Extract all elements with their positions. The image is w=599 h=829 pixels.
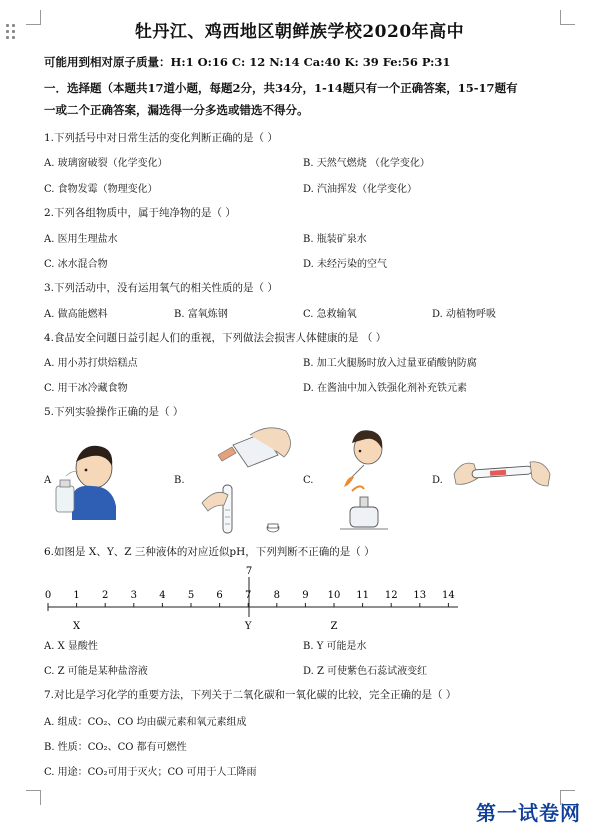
ph-tick-label: 7 — [245, 590, 252, 601]
ph-tick-label: 3 — [130, 590, 137, 601]
ph-tick-label: 13 — [413, 590, 427, 601]
option-b[interactable]: B. 瓶装矿泉水 — [303, 234, 367, 245]
option-a[interactable]: A. 医用生理盐水 — [44, 234, 118, 245]
option-b[interactable]: B. 性质：CO₂、CO 都有可燃性 — [44, 742, 187, 753]
ph-tick-label: 4 — [159, 590, 166, 601]
atomic-masses: 可能用到相对原子质量：H:1 O:16 C: 12 N:14 Ca:40 K: 39 Fe:56 P:31 — [44, 55, 451, 69]
ph-tick-label: 8 — [273, 590, 280, 601]
question-stem: 2.下列各组物质中，属于纯净物的是（ ） — [44, 207, 236, 219]
option-a[interactable]: A. 做高能燃料 — [44, 309, 108, 320]
option-b[interactable]: B. Y 可能是水 — [303, 641, 367, 652]
ph-marker-x: X — [73, 621, 81, 632]
option-d[interactable]: D. 汽油挥发（化学变化） — [303, 184, 418, 195]
option-b[interactable]: B. — [174, 475, 185, 486]
section-heading: 一．选择题（本题共17道小题，每题2分，共34分，1-14题只有一个正确答案，15-17题有 — [44, 81, 518, 95]
crop-mark-bottom-left — [26, 790, 41, 805]
option-d[interactable]: D. 未经污染的空气 — [303, 259, 388, 270]
option-c[interactable]: C. 急救输氧 — [303, 309, 357, 320]
option-c[interactable]: C. Z 可能是某种盐溶液 — [44, 666, 148, 677]
pouring-liquid-illustration — [188, 425, 298, 540]
question-stem: 5.下列实验操作正确的是（ ） — [44, 406, 184, 418]
ph-tick-label: 12 — [384, 590, 398, 601]
ph-marker-y: Y — [244, 621, 252, 632]
ph-tick-label: 2 — [102, 590, 109, 601]
ph-tick-label: 6 — [216, 590, 223, 601]
section-heading-cont: 一或二个正确答案，漏选得一分多选或错选不得分。 — [44, 103, 309, 117]
ph-tick-label: 10 — [327, 590, 341, 601]
ph-tick-label: 1 — [73, 590, 80, 601]
option-d[interactable]: D. 动植物呼吸 — [432, 309, 497, 320]
question-stem: 1.下列括号中对日常生活的变化判断正确的是（ ） — [44, 132, 278, 144]
option-b[interactable]: B. 加工火腿肠时放入过量亚硝酸钠防腐 — [303, 358, 477, 369]
smelling-gas-illustration — [52, 440, 122, 520]
option-a[interactable]: A. 组成：CO₂、CO 均由碳元素和氧元素组成 — [44, 717, 247, 728]
ph-scale — [40, 565, 470, 635]
site-logo: 第一试卷网 — [476, 801, 581, 825]
question-stem: 3.下列活动中，没有运用氧气的相关性质的是（ ） — [44, 282, 278, 294]
option-c[interactable]: C. 冰水混合物 — [44, 259, 108, 270]
option-d[interactable]: D. Z 可使紫色石蕊试液变红 — [303, 666, 428, 677]
option-d[interactable]: D. 在酱油中加入铁强化剂补充铁元素 — [303, 383, 468, 394]
ph-tick-label: 0 — [44, 590, 52, 601]
option-d[interactable]: D. — [432, 475, 443, 486]
option-a[interactable]: A. 玻璃窗破裂（化学变化） — [44, 158, 168, 169]
alcohol-lamp-illustration — [320, 425, 400, 535]
option-a[interactable]: A. 用小苏打烘焙糕点 — [44, 358, 138, 369]
question-stem: 4.食品安全问题日益引起人们的重视，下列做法会损害人体健康的是 （ ） — [44, 332, 387, 344]
option-a[interactable]: A. X 显酸性 — [44, 641, 98, 652]
page-title: 牡丹江、鸡西地区朝鲜族学校2020年高中 — [134, 22, 465, 42]
option-b[interactable]: B. 富氧炼钢 — [174, 309, 228, 320]
ph-neutral-label: 7 — [245, 566, 253, 577]
option-c[interactable]: C. — [303, 475, 314, 486]
option-c[interactable]: C. 用干冰冷藏食物 — [44, 383, 128, 394]
question-stem: 6.如图是 X、Y、Z 三种液体的对应近似pH，下列判断不正确的是（ ） — [44, 546, 375, 558]
option-b[interactable]: B. 天然气燃烧 （化学变化） — [303, 158, 430, 169]
question-stem: 7.对比是学习化学的重要方法，下列关于二氧化碳和一氧化碳的比较，完全正确的是（ ） — [44, 689, 457, 701]
option-a[interactable]: A — [44, 475, 52, 486]
ph-tick-label: 14 — [442, 590, 455, 601]
option-c[interactable]: C. 用途：CO₂可用于灭火；CO 可用于人工降雨 — [44, 767, 257, 778]
ph-tick-label: 5 — [187, 590, 195, 601]
ph-tick-label: 9 — [302, 590, 309, 601]
ph-marker-z: Z — [330, 621, 338, 632]
heating-test-tube-illustration — [452, 450, 552, 500]
option-c[interactable]: C. 食物发霉（物理变化） — [44, 184, 158, 195]
ph-tick-label: 11 — [356, 590, 369, 601]
